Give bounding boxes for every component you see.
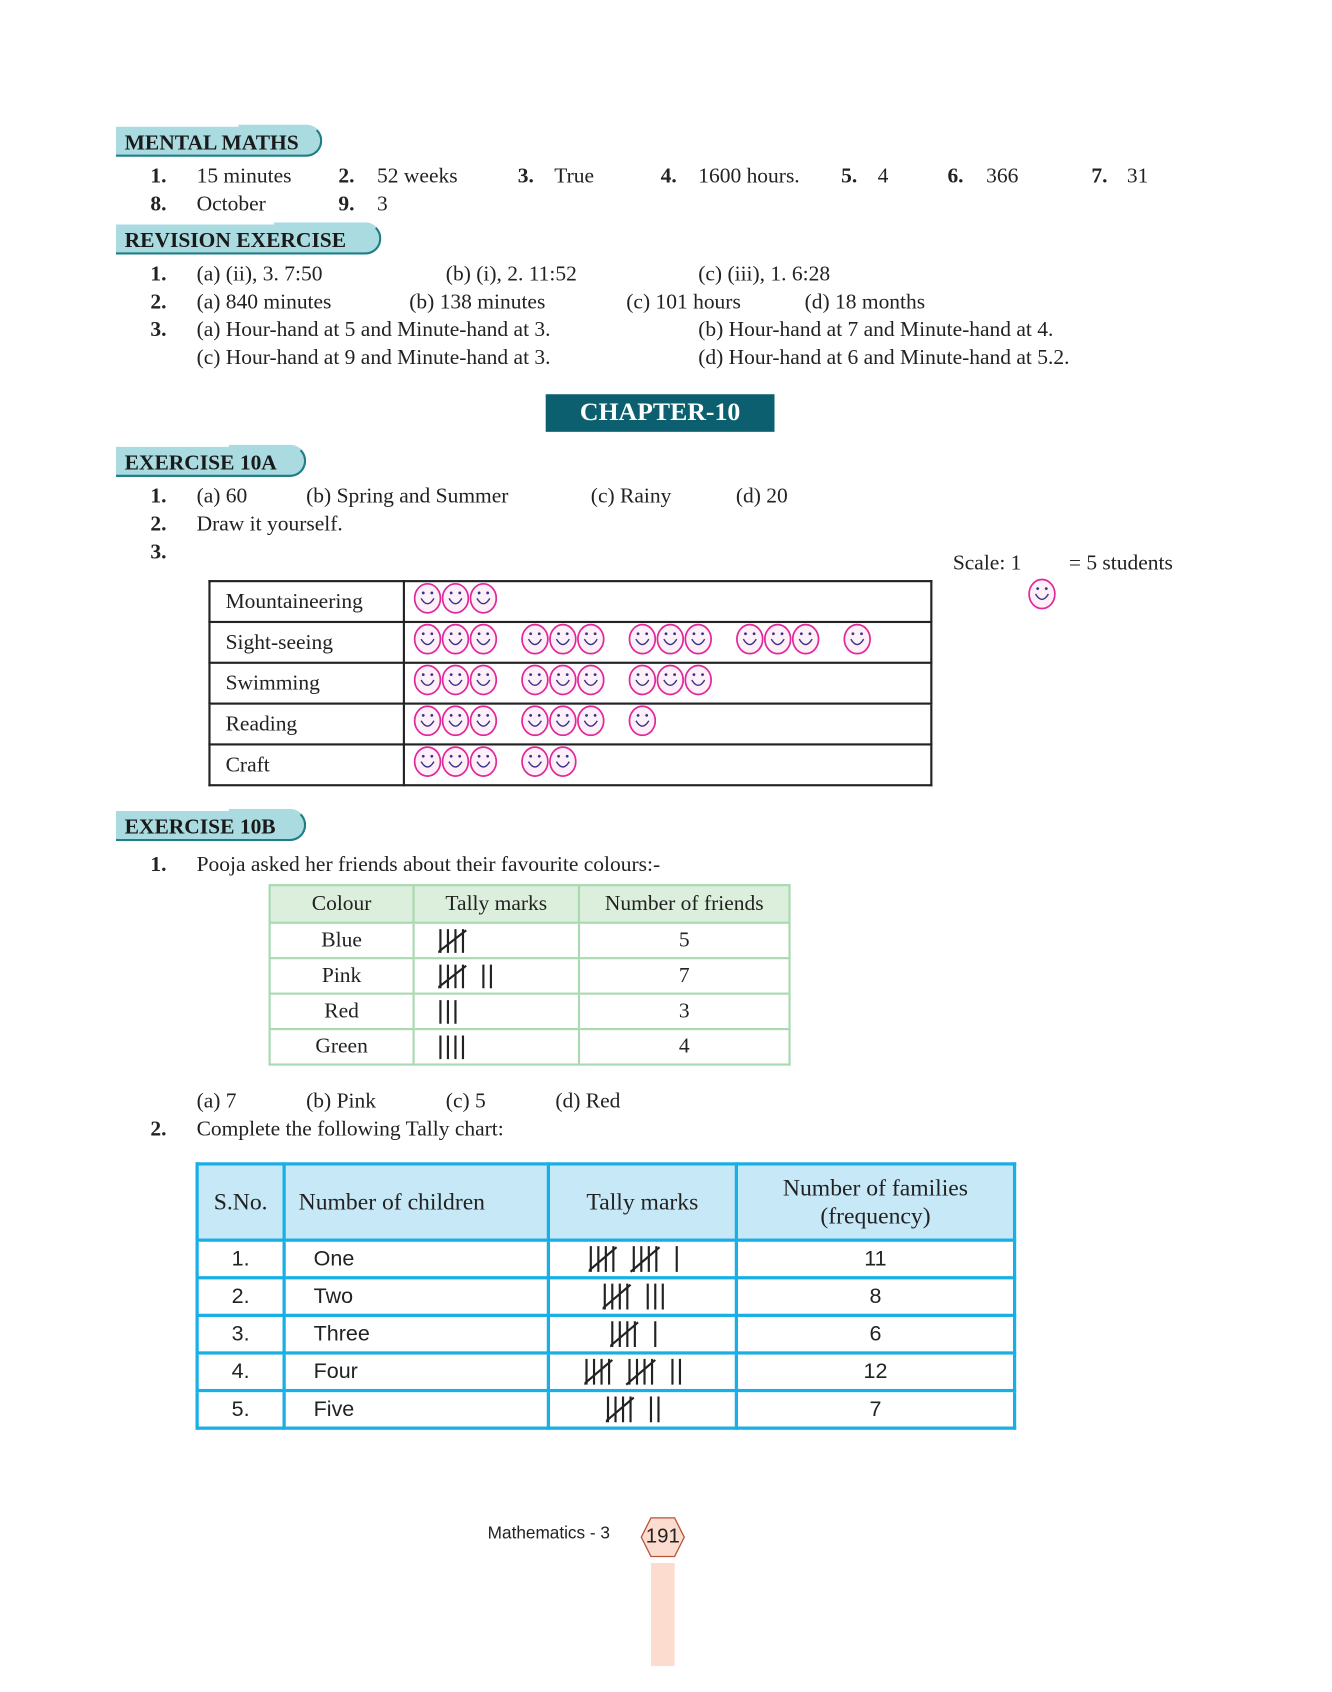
serial-number-cell: 1. [197,1240,284,1278]
smiley-group [414,623,498,662]
activity-label: Reading [209,704,403,745]
smiley-icon [441,623,469,662]
question-number: 8. [150,192,167,216]
question-number: 1. [150,852,167,877]
smiley-group [414,745,498,784]
answer-text: (c) 101 hours [626,290,741,314]
smiley-icon [414,582,442,621]
frequency-cell: 8 [736,1278,1014,1316]
header-line: Number of families [782,1174,969,1201]
tally-marks-icon [548,1315,736,1353]
tally-marks-icon [548,1278,736,1316]
answer-text: 4 [877,164,889,188]
table-row [270,958,790,993]
question-number: 1. [150,164,167,188]
answer-text: 3 [377,192,388,216]
question-number: 1. [150,262,167,286]
serial-number-cell: 5. [197,1391,284,1429]
answer-text: (c) Hour-hand at 9 and Minute-hand at 3. [196,345,551,370]
children-cell: Two [284,1278,548,1316]
smiley-icon [764,623,792,662]
column-header: Colour [270,885,414,923]
smiley-icon [656,664,684,703]
table-row [197,1391,1014,1429]
answer-text: True [554,164,595,188]
tally-marks-icon [414,923,579,958]
colour-cell: Green [270,1029,414,1064]
question-number: 6. [947,164,964,188]
smiley-icon [549,705,577,744]
question-number: 9. [338,192,355,216]
smiley-icon [469,582,497,621]
colour-cell: Pink [270,958,414,993]
answer-text: 15 minutes [196,164,292,188]
serial-number-cell: 4. [197,1353,284,1391]
question-number: 5. [841,164,858,188]
activity-label: Craft [209,744,403,785]
serial-number-cell: 3. [197,1315,284,1353]
answer-text: (d) Red [555,1089,621,1113]
smiley-icon [792,623,820,662]
pictograph-row [209,622,931,663]
answer-text: 1600 hours. [698,164,800,188]
column-header [736,1164,1014,1240]
answer-text: (a) Hour-hand at 5 and Minute-hand at 3. [196,317,551,342]
question-number: 7. [1091,164,1108,188]
children-cell: Four [284,1353,548,1391]
answer-text: October [196,192,266,216]
answer-text: (a) 840 minutes [196,290,332,314]
smiley-group [521,745,577,784]
column-header: Number of friends [579,885,790,923]
footer-decoration-bar [651,1563,675,1666]
colour-cell: Red [270,994,414,1029]
smiley-icon [469,664,497,703]
pictograph-row [209,744,931,785]
answer-text: (b) Spring and Summer [306,484,509,509]
answer-text: (b) Hour-hand at 7 and Minute-hand at 4. [698,317,1054,342]
tally-marks-icon [414,1029,579,1064]
page-number: 191 [645,1525,680,1548]
tally-marks-icon [548,1391,736,1429]
frequency-cell: 6 [736,1315,1014,1353]
question-number: 3. [517,164,534,188]
smiley-icon [441,745,469,784]
smiley-icon [469,705,497,744]
smiley-icon [843,623,871,662]
smiley-group [628,664,712,703]
smiley-icon [549,745,577,784]
frequency-cell: 11 [736,1240,1014,1278]
smiley-icon [414,664,442,703]
answer-text: (b) Pink [306,1089,376,1113]
smiley-icon [628,705,656,744]
smiley-group [414,664,498,703]
answer-text: 366 [986,164,1019,188]
table-row [270,923,790,958]
column-header: Number of children [284,1164,548,1240]
smiley-icon [441,705,469,744]
chapter-title: CHAPTER-10 [546,394,775,432]
activity-label: Swimming [209,663,403,704]
smiley-icon [414,623,442,662]
smiley-group [521,664,605,703]
activity-label: Sight-seeing [209,622,403,663]
table-row [197,1240,1014,1278]
smiley-group [414,582,498,621]
count-cell: 4 [579,1029,790,1064]
smiley-icon [736,623,764,662]
tally-marks-icon [548,1240,736,1278]
children-cell: Five [284,1391,548,1429]
pictograph-symbols [404,663,931,704]
smiley-icon [521,745,549,784]
table-row [270,994,790,1029]
count-cell: 7 [579,958,790,993]
smiley-icon [549,623,577,662]
scale-label: Scale: 1 [952,551,1022,575]
pictograph-symbols [404,581,931,622]
colour-tally-table [269,884,791,1066]
smiley-icon [628,623,656,662]
table-row [197,1353,1014,1391]
answer-text: (a) 7 [196,1089,237,1113]
column-header: Tally marks [548,1164,736,1240]
smiley-icon [469,745,497,784]
table-header [197,1164,1014,1240]
families-tally-table [196,1162,1017,1429]
children-cell: Three [284,1315,548,1353]
question-number: 2. [150,290,167,314]
pictograph-symbols [404,704,931,745]
smiley-icon [577,705,605,744]
smiley-icon [521,705,549,744]
column-header: Tally marks [414,885,579,923]
smiley-group [521,623,605,662]
question-number: 2. [150,512,167,537]
tally-marks-icon [414,994,579,1029]
answer-text: (d) 18 months [804,290,926,314]
smiley-icon [684,664,712,703]
question-number: 3. [150,317,167,342]
answer-text: (b) (i), 2. 11:52 [445,262,577,286]
question-number: 2. [150,1117,167,1141]
question-text: Pooja asked her friends about their favourite colours:- [196,852,661,877]
smiley-group [628,623,712,662]
answer-text: (a) (ii), 3. 7:50 [196,262,323,286]
answer-text: Draw it yourself. [196,512,343,537]
footer-book-title: Mathematics - 3 [487,1524,610,1543]
frequency-cell: 7 [736,1391,1014,1429]
answer-text: 52 weeks [377,164,458,188]
answer-text: (d) 20 [735,484,788,509]
smiley-icon [521,623,549,662]
smiley-icon [684,623,712,662]
smiley-group [414,705,498,744]
tally-marks-icon [548,1353,736,1391]
scale-value: = 5 students [1068,551,1173,575]
column-header: S.No. [197,1164,284,1240]
answer-text: (a) 60 [196,484,248,509]
pictograph-row [209,581,931,622]
smiley-group [628,705,656,744]
smiley-icon [656,623,684,662]
answer-text: (c) (iii), 1. 6:28 [698,262,831,286]
smiley-icon [469,623,497,662]
answer-text: (d) Hour-hand at 6 and Minute-hand at 5.2. [698,345,1070,370]
table-row [197,1278,1014,1316]
smiley-icon [521,664,549,703]
smiley-icon [414,705,442,744]
table-row [197,1315,1014,1353]
question-number: 2. [338,164,355,188]
children-cell: One [284,1240,548,1278]
table-header [270,885,790,923]
pictograph-symbols [404,622,931,663]
frequency-cell: 12 [736,1353,1014,1391]
pictograph-row [209,663,931,704]
count-cell: 3 [579,994,790,1029]
tally-marks-icon [414,958,579,993]
question-text: Complete the following Tally chart: [196,1117,504,1141]
serial-number-cell: 2. [197,1278,284,1316]
revision-exercise-heading: REVISION EXERCISE [116,222,381,254]
smiley-icon [628,664,656,703]
answer-text: (b) 138 minutes [409,290,546,314]
smiley-icon [549,664,577,703]
exercise-10b-heading: EXERCISE 10B [116,809,306,841]
count-cell: 5 [579,923,790,958]
smiley-group [843,623,871,662]
colour-cell: Blue [270,923,414,958]
smiley-icon [577,623,605,662]
mental-maths-heading: MENTAL MATHS [116,125,322,157]
answer-text: 31 [1126,164,1149,188]
pictograph-symbols [404,744,931,785]
activity-label: Mountaineering [209,581,403,622]
header-line: (frequency) [820,1202,931,1229]
smiley-icon [441,664,469,703]
smiley-icon [414,745,442,784]
answer-text: (c) 5 [445,1089,486,1113]
table-row [270,1029,790,1064]
smiley-group [736,623,820,662]
question-number: 1. [150,484,167,509]
exercise-10a-heading: EXERCISE 10A [116,445,306,477]
smiley-group [521,705,605,744]
smiley-icon [577,664,605,703]
question-number: 3. [150,540,167,564]
question-number: 4. [660,164,677,188]
smiley-icon [1028,578,1056,617]
pictograph-row [209,704,931,745]
smiley-icon [441,582,469,621]
pictograph-table [208,580,932,786]
answer-text: (c) Rainy [590,484,672,509]
